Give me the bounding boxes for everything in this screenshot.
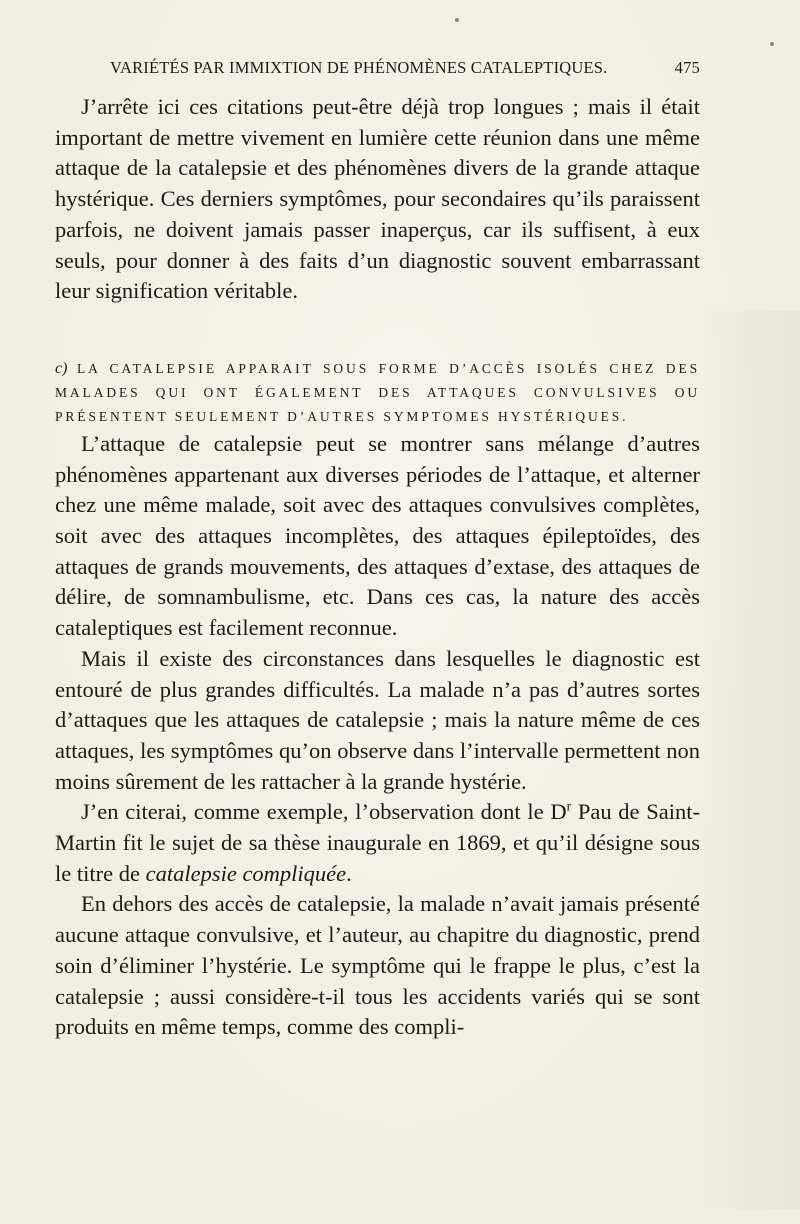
- section-title: LA CATALEPSIE APPARAIT SOUS FORME D’ACCÈS ISOLÉS CHEZ DES MALADES QUI ONT ÉGALEMENT DES ATTAQUES CONVULSIVES OU PRÉSENTENT SEULEMENT D’AUTRES SYMPTOMES HYSTÉRIQUES.: [55, 360, 700, 424]
- running-title: VARIÉTÉS PAR IMMIXTION DE PHÉNOMÈNES CATALEPTIQUES.: [110, 58, 608, 77]
- bleed-through-shadow: [700, 310, 800, 1210]
- ink-speck: [455, 18, 459, 22]
- paragraph-diagnostic-difficulties: Mais il existe des circonstances dans lesquelles le diagnostic est entouré de plus grandes difficultés. La malade n’a pas d’autres sortes d’attaques que les attaques de catalepsie ; mais la nature même de ces attaques, les symptômes qu’on observe dans l’intervalle permettent non moins sûrement de les rattacher à la grande hystérie.: [55, 645, 700, 794]
- page-number: 475: [674, 58, 700, 77]
- page-body: [55, 92, 700, 1043]
- text-run: Pau de Saint-Martin fit le sujet de sa thèse inaugurale en 1869, et qu’il désigne sous le titre de: [55, 799, 700, 886]
- running-header: [110, 58, 700, 86]
- text-run: J’en citerai, comme exemple, l’observation dont le D: [81, 799, 567, 825]
- ink-speck: [770, 42, 774, 46]
- paragraph-citations-conclusion: J’arrête ici ces citations peut-être déjà trop longues ; mais il était important de mettre vivement en lumière cette réunion dans une même attaque de la catalepsie et des phénomènes divers de la grande attaque hystérique. Ces derniers symptômes, pour secondaires qu’ils paraissent parfois, ne doivent jamais passer inaperçus, car ils suffisent, à eux seuls, pour donner à des faits d’un diagnostic souvent embarrassant leur signification véritable.: [55, 94, 700, 304]
- section-letter: c): [55, 359, 68, 377]
- paragraph-outside-attacks: En dehors des accès de catalepsie, la malade n’avait jamais présenté aucune attaque convulsive, et l’auteur, au chapitre du diagnostic, prend soin d’éliminer l’hystérie. Le symptôme qui le frappe le plus, c’est la catalepsie ; aussi considère-t-il tous les accidents variés qui se sont produits en même temps, comme des compli-: [55, 891, 700, 1040]
- paragraph-example-thesis: [55, 797, 700, 889]
- paragraph-catalepsy-attack: L’attaque de catalepsie peut se montrer sans mélange d’autres phénomènes appartenant aux diverses périodes de l’attaque, et alterner chez une même malade, soit avec des attaques convulsives complètes, soit avec des attaques incomplètes, des attaques épileptoïdes, des attaques de grands mouvements, des attaques d’extase, des attaques de délire, de somnambulisme, etc. Dans ces cas, la nature des accès cataleptiques est facilement reconnue.: [55, 430, 700, 641]
- italic-title: catalepsie compliquée: [145, 860, 347, 886]
- superscript: r: [566, 798, 572, 814]
- section-heading: [55, 357, 700, 429]
- text-run: .: [346, 860, 352, 886]
